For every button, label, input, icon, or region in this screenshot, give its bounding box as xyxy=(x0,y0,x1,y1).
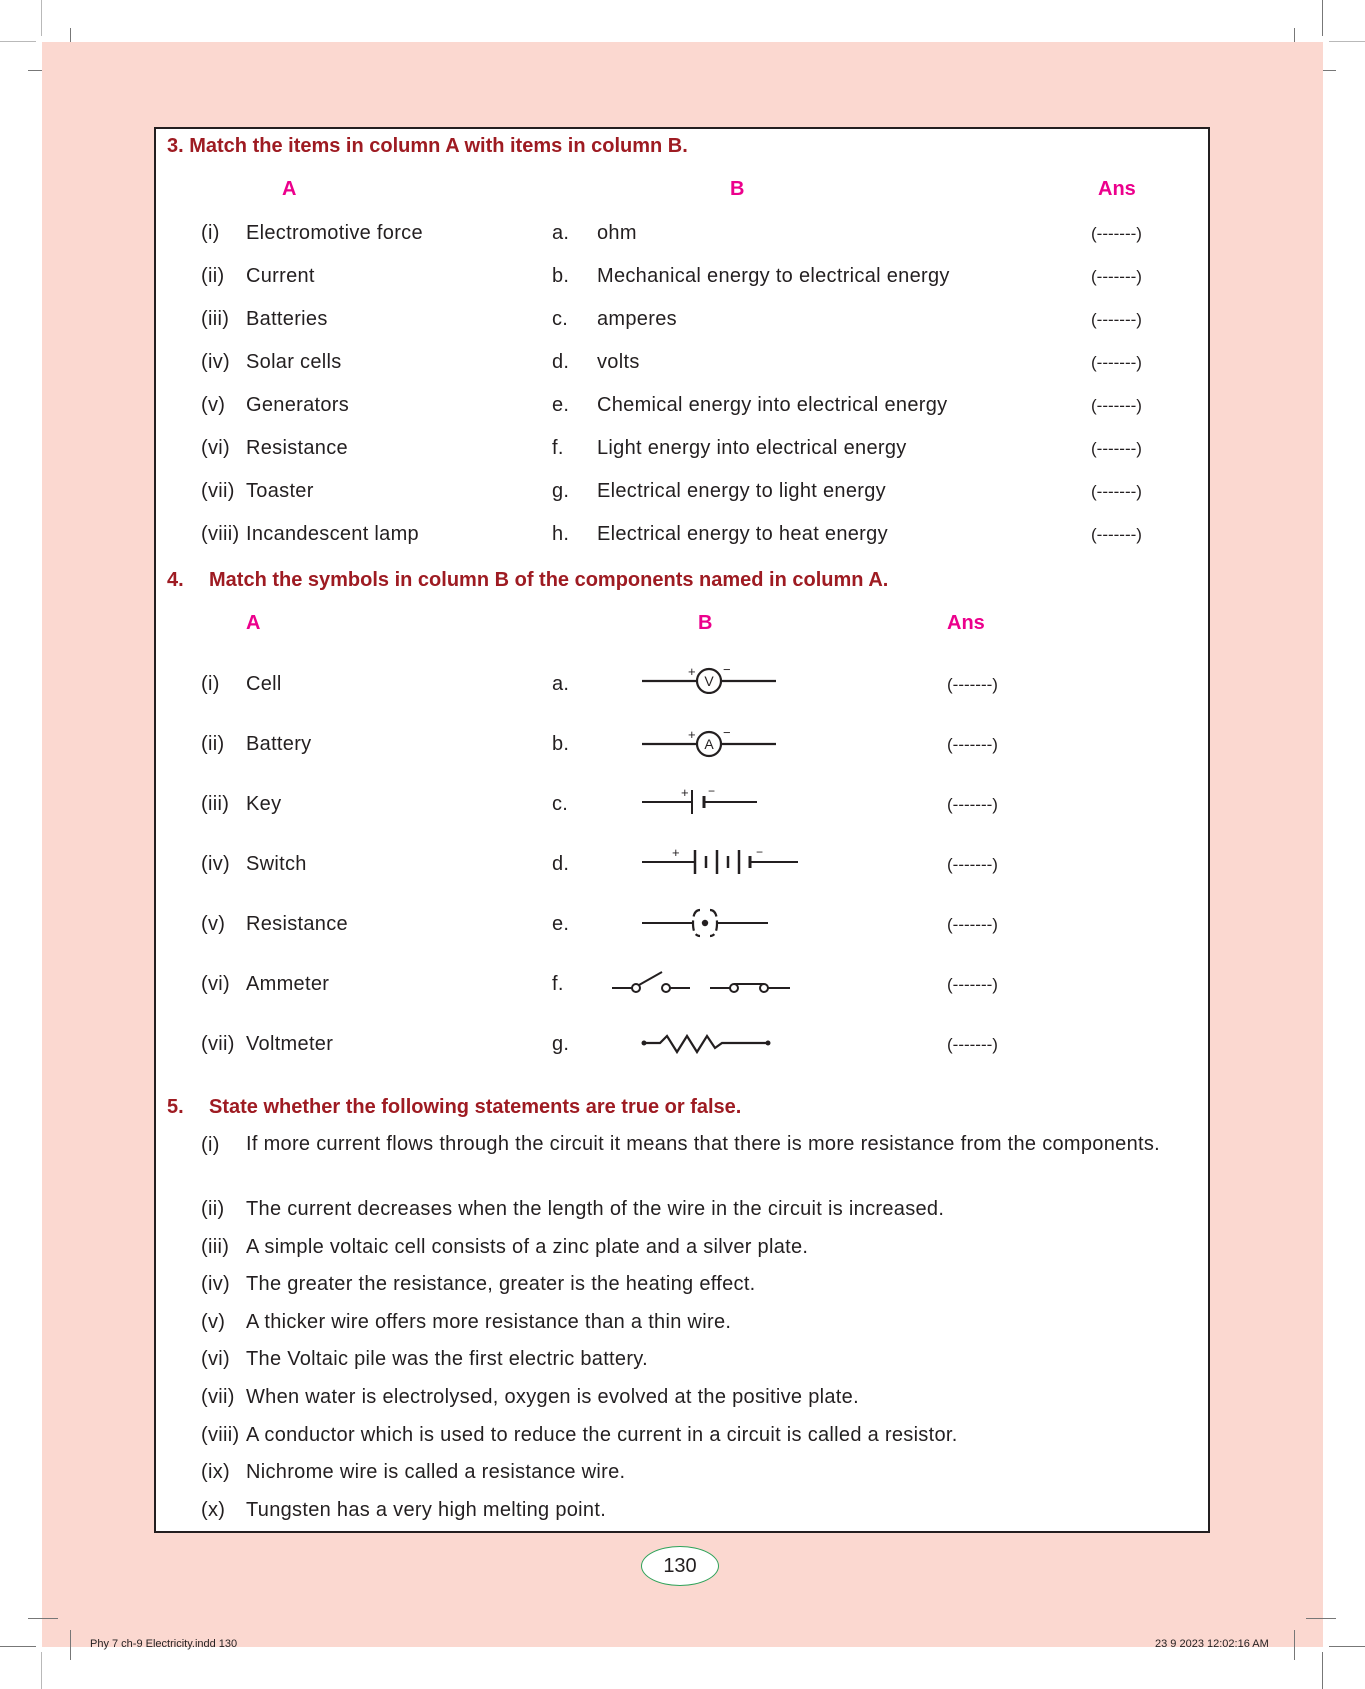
answer-blank[interactable]: (-------) xyxy=(1091,353,1142,372)
switch-symbol-icon xyxy=(610,966,795,996)
statement-number: (ii) xyxy=(201,1198,225,1220)
svg-text:+: + xyxy=(681,785,689,800)
item-b: Chemical energy into electrical energy xyxy=(597,394,948,416)
item-a: Battery xyxy=(246,733,312,755)
q5-heading: State whether the following statements are true or false. xyxy=(209,1096,742,1118)
svg-text:−: − xyxy=(723,728,731,740)
answer-blank[interactable]: (-------) xyxy=(1091,482,1142,501)
row-number: (vii) xyxy=(201,480,235,502)
item-letter: b. xyxy=(552,733,570,755)
answer-blank[interactable]: (-------) xyxy=(1091,439,1142,458)
item-a: Ammeter xyxy=(246,973,330,995)
item-letter: f. xyxy=(552,973,564,995)
item-b: Mechanical energy to electrical energy xyxy=(597,265,950,287)
item-letter: g. xyxy=(552,1033,570,1055)
page-number-text: 130 xyxy=(663,1554,697,1577)
statement-number: (x) xyxy=(201,1499,226,1521)
answer-blank[interactable]: (-------) xyxy=(1091,310,1142,329)
item-a: Cell xyxy=(246,673,282,695)
answer-blank[interactable]: (-------) xyxy=(947,1035,998,1054)
crop-mark xyxy=(1322,1652,1323,1689)
svg-text:+: + xyxy=(688,664,696,679)
item-a: Batteries xyxy=(246,308,328,330)
q4-col-a-header: A xyxy=(246,612,261,634)
row-number: (vii) xyxy=(201,1033,235,1055)
answer-blank[interactable]: (-------) xyxy=(1091,396,1142,415)
crop-mark xyxy=(1329,1646,1365,1647)
row-number: (v) xyxy=(201,913,226,935)
slug-file: Phy 7 ch-9 Electricity.indd 130 xyxy=(90,1638,238,1650)
q4-col-b-header: B xyxy=(698,612,713,634)
item-letter: a. xyxy=(552,673,570,695)
item-letter: e. xyxy=(552,394,570,416)
slug-timestamp: 23 9 2023 12:02:16 AM xyxy=(1155,1638,1269,1650)
statement-number: (vi) xyxy=(201,1348,230,1370)
row-number: (iii) xyxy=(201,308,230,330)
statement-text: Tungsten has a very high melting point. xyxy=(246,1499,607,1521)
voltmeter-symbol-icon xyxy=(640,664,780,694)
crop-mark xyxy=(0,1646,36,1647)
page-number xyxy=(641,1546,719,1586)
key-symbol-icon xyxy=(640,904,770,940)
svg-text:V: V xyxy=(704,673,714,689)
crop-mark xyxy=(28,1618,58,1619)
crop-mark xyxy=(41,0,42,36)
statement-number: (vii) xyxy=(201,1386,235,1408)
item-letter: d. xyxy=(552,853,570,875)
row-number: (iii) xyxy=(201,793,230,815)
q4-heading: Match the symbols in column B of the components named in column A. xyxy=(209,569,889,591)
item-a: Electromotive force xyxy=(246,222,423,244)
q4-number: 4. xyxy=(167,569,184,591)
answer-blank[interactable]: (-------) xyxy=(1091,525,1142,544)
crop-mark xyxy=(41,1652,42,1689)
answer-blank[interactable]: (-------) xyxy=(947,795,998,814)
svg-text:+: + xyxy=(672,845,680,860)
ammeter-symbol-icon xyxy=(640,728,780,758)
item-b: ohm xyxy=(597,222,637,244)
row-number: (i) xyxy=(201,222,220,244)
item-a: Toaster xyxy=(246,480,314,502)
item-b: Electrical energy to heat energy xyxy=(597,523,888,545)
crop-mark xyxy=(1329,41,1365,42)
item-letter: h. xyxy=(552,523,570,545)
svg-text:A: A xyxy=(704,736,714,752)
item-a: Resistance xyxy=(246,437,348,459)
row-number: (vi) xyxy=(201,437,230,459)
statement-number: (i) xyxy=(201,1134,220,1156)
crop-mark xyxy=(70,1630,71,1660)
statement-text: The greater the resistance, greater is the heating effect. xyxy=(246,1273,756,1295)
item-a: Solar cells xyxy=(246,351,342,373)
row-number: (v) xyxy=(201,394,226,416)
item-a: Key xyxy=(246,793,282,815)
row-number: (i) xyxy=(201,673,220,695)
q3-heading: 3. Match the items in column A with items in column B. xyxy=(167,135,688,157)
answer-blank[interactable]: (-------) xyxy=(947,855,998,874)
answer-blank[interactable]: (-------) xyxy=(1091,267,1142,286)
item-letter: c. xyxy=(552,308,569,330)
item-b: Light energy into electrical energy xyxy=(597,437,907,459)
item-a: Current xyxy=(246,265,315,287)
statement-number: (ix) xyxy=(201,1461,230,1483)
item-letter: f. xyxy=(552,437,564,459)
statement-text: If more current flows through the circuit it means that there is more resistance from the components. xyxy=(246,1133,1161,1155)
item-letter: d. xyxy=(552,351,570,373)
answer-blank[interactable]: (-------) xyxy=(947,915,998,934)
item-a: Voltmeter xyxy=(246,1033,334,1055)
statement-number: (v) xyxy=(201,1311,226,1333)
statement-text: Nichrome wire is called a resistance wire. xyxy=(246,1461,626,1483)
statement-number: (iii) xyxy=(201,1236,230,1258)
row-number: (vi) xyxy=(201,973,230,995)
statement-text: The Voltaic pile was the first electric battery. xyxy=(246,1348,648,1370)
item-a: Incandescent lamp xyxy=(246,523,419,545)
svg-text:−: − xyxy=(756,845,764,859)
crop-mark xyxy=(1306,1618,1336,1619)
svg-text:−: − xyxy=(708,785,716,798)
statement-text: A conductor which is used to reduce the current in a circuit is called a resistor. xyxy=(246,1424,958,1446)
answer-blank[interactable]: (-------) xyxy=(1091,224,1142,243)
battery-symbol-icon xyxy=(640,844,800,876)
item-a: Generators xyxy=(246,394,350,416)
item-b: volts xyxy=(597,351,640,373)
item-letter: g. xyxy=(552,480,570,502)
item-letter: c. xyxy=(552,793,569,815)
row-number: (ii) xyxy=(201,733,225,755)
item-a: Resistance xyxy=(246,913,348,935)
statement-number: (iv) xyxy=(201,1273,230,1295)
row-number: (ii) xyxy=(201,265,225,287)
statement-text: When water is electrolysed, oxygen is evolved at the positive plate. xyxy=(246,1386,859,1408)
item-b: Electrical energy to light energy xyxy=(597,480,886,502)
crop-mark xyxy=(1322,0,1323,36)
row-number: (viii) xyxy=(201,523,240,545)
q3-col-a-header: A xyxy=(282,178,297,200)
statement-text: A thicker wire offers more resistance than a thin wire. xyxy=(246,1311,732,1333)
item-a: Switch xyxy=(246,853,307,875)
q3-col-ans-header: Ans xyxy=(1098,178,1136,200)
item-b: amperes xyxy=(597,308,677,330)
row-number: (iv) xyxy=(201,351,230,373)
cell-symbol-icon xyxy=(640,785,760,815)
answer-blank[interactable]: (-------) xyxy=(947,735,998,754)
svg-text:−: − xyxy=(723,664,731,677)
answer-blank[interactable]: (-------) xyxy=(947,975,998,994)
q5-number: 5. xyxy=(167,1096,184,1118)
row-number: (iv) xyxy=(201,853,230,875)
statement-text: A simple voltaic cell consists of a zinc plate and a silver plate. xyxy=(246,1236,809,1258)
q3-col-b-header: B xyxy=(730,178,745,200)
item-letter: e. xyxy=(552,913,570,935)
statement-text: The current decreases when the length of the wire in the circuit is increased. xyxy=(246,1198,945,1220)
q4-col-ans-header: Ans xyxy=(947,612,985,634)
crop-mark xyxy=(0,41,36,42)
answer-blank[interactable]: (-------) xyxy=(947,675,998,694)
resistor-symbol-icon xyxy=(640,1028,780,1058)
svg-text:+: + xyxy=(688,728,696,742)
item-letter: a. xyxy=(552,222,570,244)
statement-number: (viii) xyxy=(201,1424,240,1446)
item-letter: b. xyxy=(552,265,570,287)
crop-mark xyxy=(1294,1630,1295,1660)
